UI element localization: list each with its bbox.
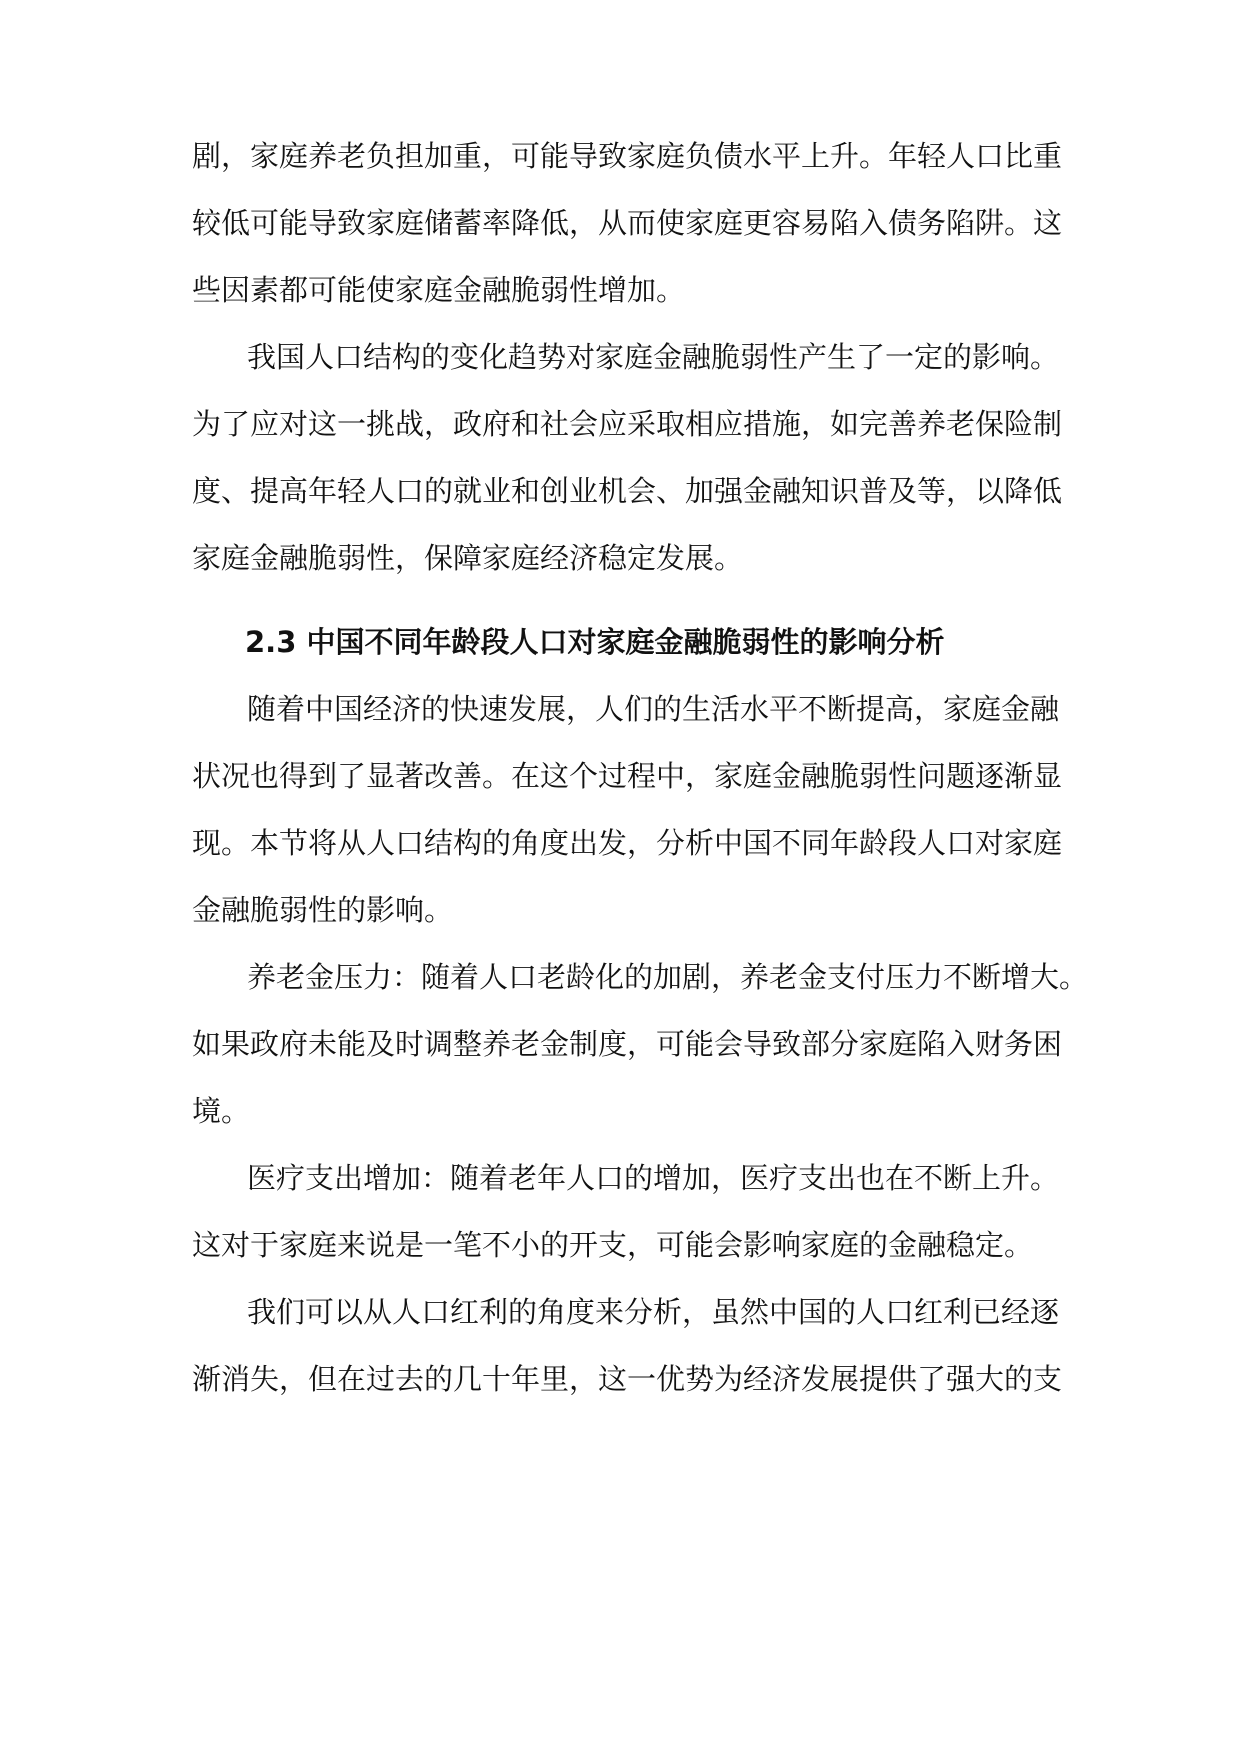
paragraph-first-line: 我国人口结构的变化趋势对家庭金融脆弱性产生了一定的影响。 <box>247 340 1060 374</box>
paragraph-first-line: 我们可以从人口红利的角度来分析，虽然中国的人口红利已经逐 <box>247 1295 1060 1329</box>
paragraph-line: 这对于家庭来说是一笔不小的开支，可能会影响家庭的金融稳定。 <box>192 1228 1034 1262</box>
paragraph-first-line: 随着中国经济的快速发展，人们的生活水平不断提高，家庭金融 <box>247 692 1060 726</box>
paragraph-line: 境。 <box>192 1094 251 1128</box>
paragraph-line: 为了应对这一挑战，政府和社会应采取相应措施，如完善养老保险制 <box>192 407 1063 441</box>
paragraph-line: 家庭金融脆弱性，保障家庭经济稳定发展。 <box>192 541 744 575</box>
paragraph-line: 剧，家庭养老负担加重，可能导致家庭负债水平上升。年轻人口比重 <box>192 139 1063 173</box>
paragraph-first-line: 医疗支出增加：随着老年人口的增加，医疗支出也在不断上升。 <box>247 1161 1060 1195</box>
paragraph-line: 如果政府未能及时调整养老金制度，可能会导致部分家庭陷入财务困 <box>192 1027 1063 1061</box>
paragraph-line: 金融脆弱性的影响。 <box>192 893 454 927</box>
paragraph-line: 现。本节将从人口结构的角度出发，分析中国不同年龄段人口对家庭 <box>192 826 1063 860</box>
paragraph-line: 度、提高年轻人口的就业和创业机会、加强金融知识普及等，以降低 <box>192 474 1063 508</box>
section-heading: 2.3 中国不同年龄段人口对家庭金融脆弱性的影响分析 <box>245 625 945 659</box>
paragraph-line: 渐消失，但在过去的几十年里，这一优势为经济发展提供了强大的支 <box>192 1362 1063 1396</box>
paragraph-first-line: 养老金压力：随着人口老龄化的加剧，养老金支付压力不断增大。 <box>247 960 1089 994</box>
paragraph-line: 较低可能导致家庭储蓄率降低，从而使家庭更容易陷入债务陷阱。这 <box>192 206 1063 240</box>
paragraph-line: 些因素都可能使家庭金融脆弱性增加。 <box>192 273 686 307</box>
paragraph-line: 状况也得到了显著改善。在这个过程中，家庭金融脆弱性问题逐渐显 <box>192 759 1063 793</box>
